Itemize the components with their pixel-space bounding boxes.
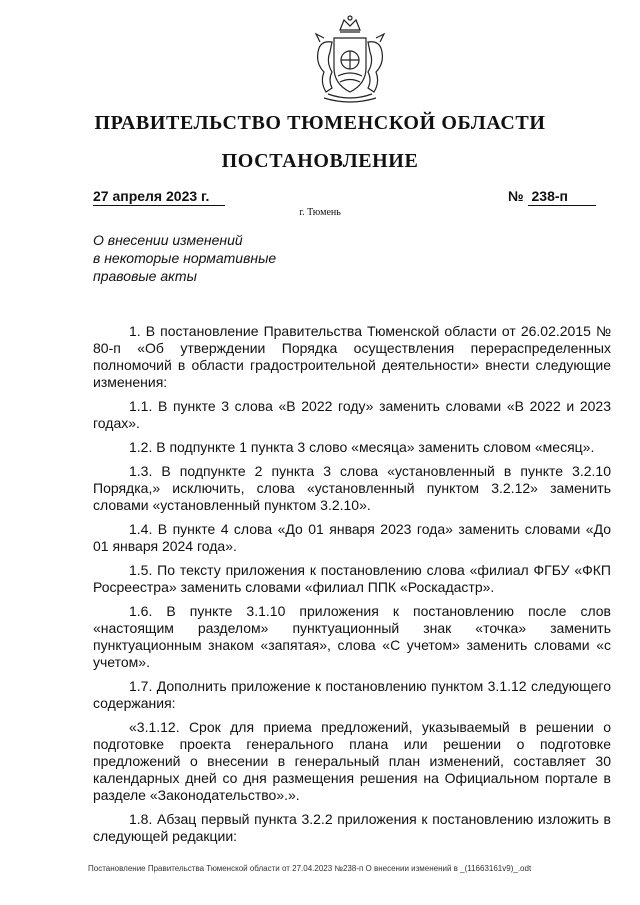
body-paragraph: 1.3. В подпункте 2 пункта 3 слова «установленный в пункте 3.2.10 Порядка,» исключить, слова «установленный пунктом 3.2.12» заменить словами «установленный пунктом 3.2.10». <box>93 463 611 513</box>
organization-title: ПРАВИТЕЛЬСТВО ТЮМЕНСКОЙ ОБЛАСТИ <box>94 112 546 134</box>
document-city: г. Тюмень <box>299 207 341 218</box>
document-subject <box>93 231 313 285</box>
body-paragraph: 1.8. Абзац первый пункта 3.2.2 приложения к постановлению изложить в следующей редакции: <box>93 811 611 844</box>
subject-line: О внесении изменений <box>93 232 243 248</box>
tyumen-coat-of-arms-icon <box>300 12 400 108</box>
page-footer: Постановление Правительства Тюменской области от 27.04.2023 №238-п О внесении изменений в _(11663161v9)_.odt <box>88 864 532 873</box>
body-paragraph: 1.1. В пункте 3 слова «В 2022 году» заменить словами «В 2022 и 2023 годах». <box>93 398 611 431</box>
body-paragraph: 1.4. В пункте 4 слова «До 01 января 2023 года» заменить словами «До 01 января 2024 года». <box>93 521 611 554</box>
body-paragraph: 1.7. Дополнить приложение к постановлению пунктом 3.1.12 следующего содержания: <box>93 678 611 711</box>
subject-line: правовые акты <box>93 268 197 284</box>
document-date: 27 апреля 2023 г. <box>93 187 225 206</box>
subject-line: в некоторые нормативные <box>93 250 277 266</box>
document-type: ПОСТАНОВЛЕНИЕ <box>221 150 419 172</box>
body-paragraph: «3.1.12. Срок для приема предложений, указываемый в решении о подготовке проекта генерального плана или решении о подготовке предложений о внесении в генеральный план изменений, составляет 30 календарных дней со дня размещения решения на Официальном портале в разделе «Законодательство».». <box>93 719 611 803</box>
document-number <box>508 187 596 206</box>
body-paragraph: 1. В постановление Правительства Тюменской области от 26.02.2015 № 80-п «Об утверждении Порядка осуществления перераспределенных полномочий в области градостроительной деятельности» внести следующие изменения: <box>93 323 611 390</box>
body-paragraph: 1.2. В подпункте 1 пункта 3 слово «месяца» заменить словом «месяц». <box>129 439 595 455</box>
number-prefix: № <box>508 188 524 204</box>
number-value: 238-п <box>528 187 596 206</box>
body-paragraph: 1.6. В пункте 3.1.10 приложения к постановлению после слов «настоящим разделом» пунктуационный знак «точка» заменить пунктуационным знаком «запятая», слова «С учетом» заменить словами «с учетом». <box>93 603 611 670</box>
document-body <box>93 323 611 852</box>
body-paragraph: 1.5. По тексту приложения к постановлению слова «филиал ФГБУ «ФКП Росреестра» заменить словами «филиал ППК «Роскадастр». <box>93 562 611 595</box>
